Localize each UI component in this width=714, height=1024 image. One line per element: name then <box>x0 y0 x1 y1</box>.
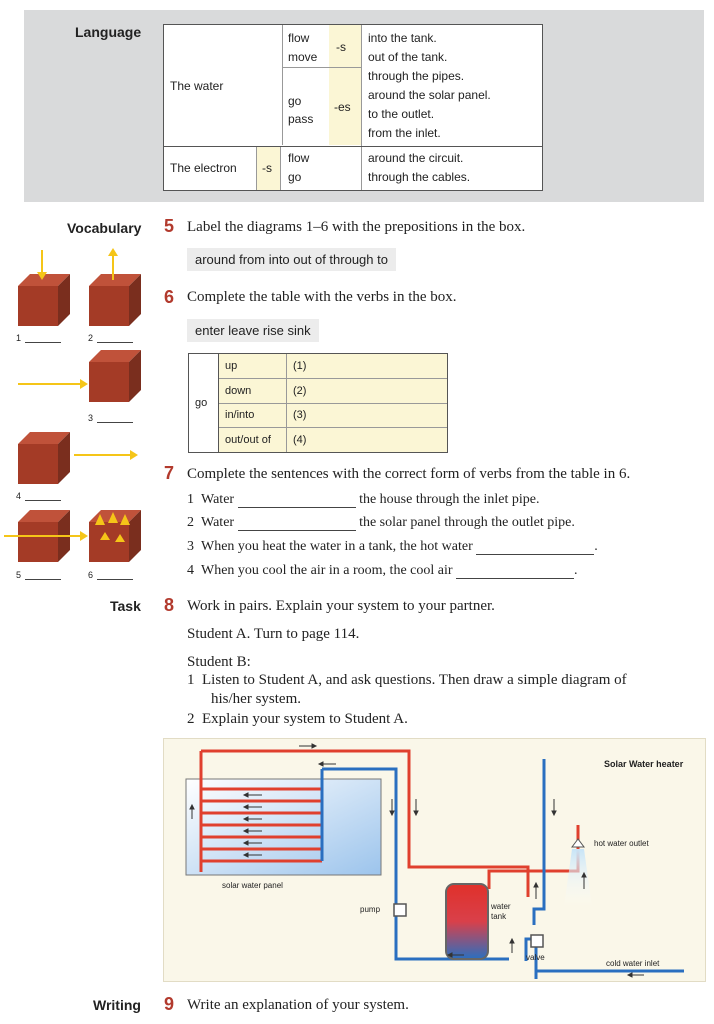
step-2: 2 Explain your system to Student A. <box>187 711 408 727</box>
particle: up <box>225 360 238 372</box>
exercise-instruction: Work in pairs. Explain your system to your partner. <box>187 598 495 614</box>
word-box: around from into out of through to <box>187 248 396 271</box>
verb-go: go <box>195 397 208 409</box>
diagram-caption-5: 5 <box>16 570 61 580</box>
cold-inlet-label: cold water inlet <box>606 959 660 968</box>
exercise-instruction: Complete the table with the verbs in the box. <box>187 289 457 305</box>
suffix-es: -es <box>334 100 351 114</box>
electron-suffix: -s <box>262 161 272 175</box>
exercise-number: 6 <box>164 287 175 307</box>
preposition-diagrams <box>0 240 160 590</box>
tank-label-1: water <box>491 902 511 911</box>
diagram-caption-4: 4 <box>16 491 61 501</box>
phrase: from the inlet. <box>368 126 441 140</box>
language-table <box>163 24 543 191</box>
exercise-number: 9 <box>164 994 175 1014</box>
step-1: 1 Listen to Student A, and ask questions. Then draw a simple diagram of <box>187 672 627 688</box>
exercise-number: 8 <box>164 595 175 615</box>
task-label: Task <box>110 598 141 614</box>
sentence-2: 2 Water the solar panel through the outlet pipe. <box>187 515 575 530</box>
exercise-instruction: Complete the sentences with the correct form of verbs from the table in 6. <box>187 466 631 482</box>
panel-label: solar water panel <box>222 881 283 890</box>
vocabulary-label: Vocabulary <box>67 220 142 236</box>
exercise-number: 7 <box>164 463 175 483</box>
suffix-s: -s <box>336 40 346 54</box>
electron-verb-flow: flow <box>288 151 310 165</box>
diagram-caption-2: 2 <box>88 333 133 343</box>
phrase: into the tank. <box>368 31 437 45</box>
exercise-instruction: Write an explanation of your system. <box>187 997 409 1013</box>
diagram-title: Solar Water heater <box>604 759 684 769</box>
word-box: enter leave rise sink <box>187 319 319 342</box>
phrase: around the solar panel. <box>368 88 491 102</box>
answer-slot: (2) <box>293 385 307 397</box>
verb-table <box>188 353 448 453</box>
sentence-3: 3 When you heat the water in a tank, the hot water . <box>187 539 598 554</box>
diagram-caption-6: 6 <box>88 570 133 580</box>
phrase: to the outlet. <box>368 107 435 121</box>
cube-2 <box>89 274 141 326</box>
cube-3 <box>89 350 141 402</box>
electron-verb-go: go <box>288 170 302 184</box>
step-1-cont: his/her system. <box>211 691 301 707</box>
cube-4 <box>18 432 70 484</box>
sentence-1: 1 Water the house through the inlet pipe. <box>187 492 540 507</box>
subject-water: The water <box>170 79 224 93</box>
exercise-number: 5 <box>164 216 175 236</box>
student-a-text: Student A. Turn to page 114. <box>187 626 360 642</box>
solar-heater-diagram <box>163 738 706 982</box>
subject-electron: The electron <box>170 161 237 175</box>
sentence-4: 4 When you cool the air in a room, the cool air . <box>187 563 578 578</box>
exercise-instruction: Label the diagrams 1–6 with the prepositions in the box. <box>187 219 526 235</box>
particle: out/out of <box>225 434 271 446</box>
verb-pass: pass <box>288 112 314 126</box>
writing-label: Writing <box>93 997 141 1013</box>
phrase: through the pipes. <box>368 69 465 83</box>
answer-slot: (1) <box>293 360 307 372</box>
diagram-caption-3: 3 <box>88 413 133 423</box>
answer-slot: (3) <box>293 409 307 421</box>
valve-label: valve <box>526 953 545 962</box>
particle: in/into <box>225 409 255 421</box>
phrase: through the cables. <box>368 170 471 184</box>
pump-label: pump <box>360 905 381 914</box>
verb-move: move <box>288 50 318 64</box>
language-label: Language <box>75 24 142 40</box>
hot-outlet-label: hot water outlet <box>594 839 649 848</box>
answer-slot: (4) <box>293 434 307 446</box>
verb-flow: flow <box>288 31 310 45</box>
student-b-text: Student B: <box>187 654 251 670</box>
tank-label-2: tank <box>491 912 507 921</box>
cube-1 <box>18 274 70 326</box>
phrase: out of the tank. <box>368 50 448 64</box>
phrase: around the circuit. <box>368 151 464 165</box>
diagram-caption-1: 1 <box>16 333 61 343</box>
particle: down <box>225 385 252 397</box>
verb-go: go <box>288 94 302 108</box>
